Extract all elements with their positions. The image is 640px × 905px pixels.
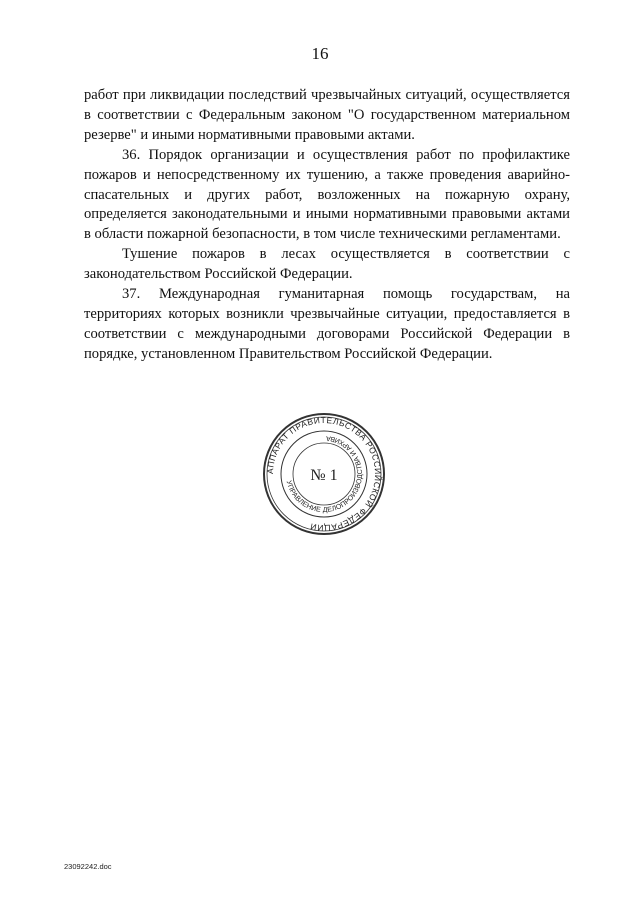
paragraph-36: 36. Порядок организации и осуществления работ по профилактике пожаров и непосредственному их тушению, а также проведения аварийно-спасательных и других работ, возложенных на пожарную охрану, определяется законодательными и иными нормативными правовыми актами в области пожарной безопасности, в том числе техническими регламентами. <box>84 146 570 243</box>
page-number: 16 <box>311 44 329 63</box>
document-file-reference: 23092242.doc <box>64 862 112 871</box>
stamp-outer-text: АППАРАТ ПРАВИТЕЛЬСТВА РОССИЙСКОЙ ФЕДЕРАЦИИ <box>264 414 384 534</box>
paragraph-continuation: работ при ликвидации последствий чрезвычайных ситуаций, осуществляется в соответствии с Федеральным законом "О государственном материальном резерве" и иными нормативными правовыми актами. <box>84 87 570 143</box>
stamp-inner-text: УПРАВЛЕНИЕ ДЕЛОПРОИЗВОДСТВА И АРХИВА <box>284 433 365 515</box>
paragraph-37: 37. Международная гуманитарная помощь государствам, на территориях которых возникли чрезвычайные ситуации, предоставляется в соответствии с международными договорами Российской Федерации в порядке, установленном Правительством Российской Федерации. <box>84 286 570 362</box>
stamp-number: № 1 <box>310 467 338 484</box>
official-stamp <box>262 412 386 536</box>
paragraph-forest-fires: Тушение пожаров в лесах осуществляется в соответствии с законодательством Российской Федерации. <box>84 246 570 283</box>
document-body <box>84 86 570 365</box>
